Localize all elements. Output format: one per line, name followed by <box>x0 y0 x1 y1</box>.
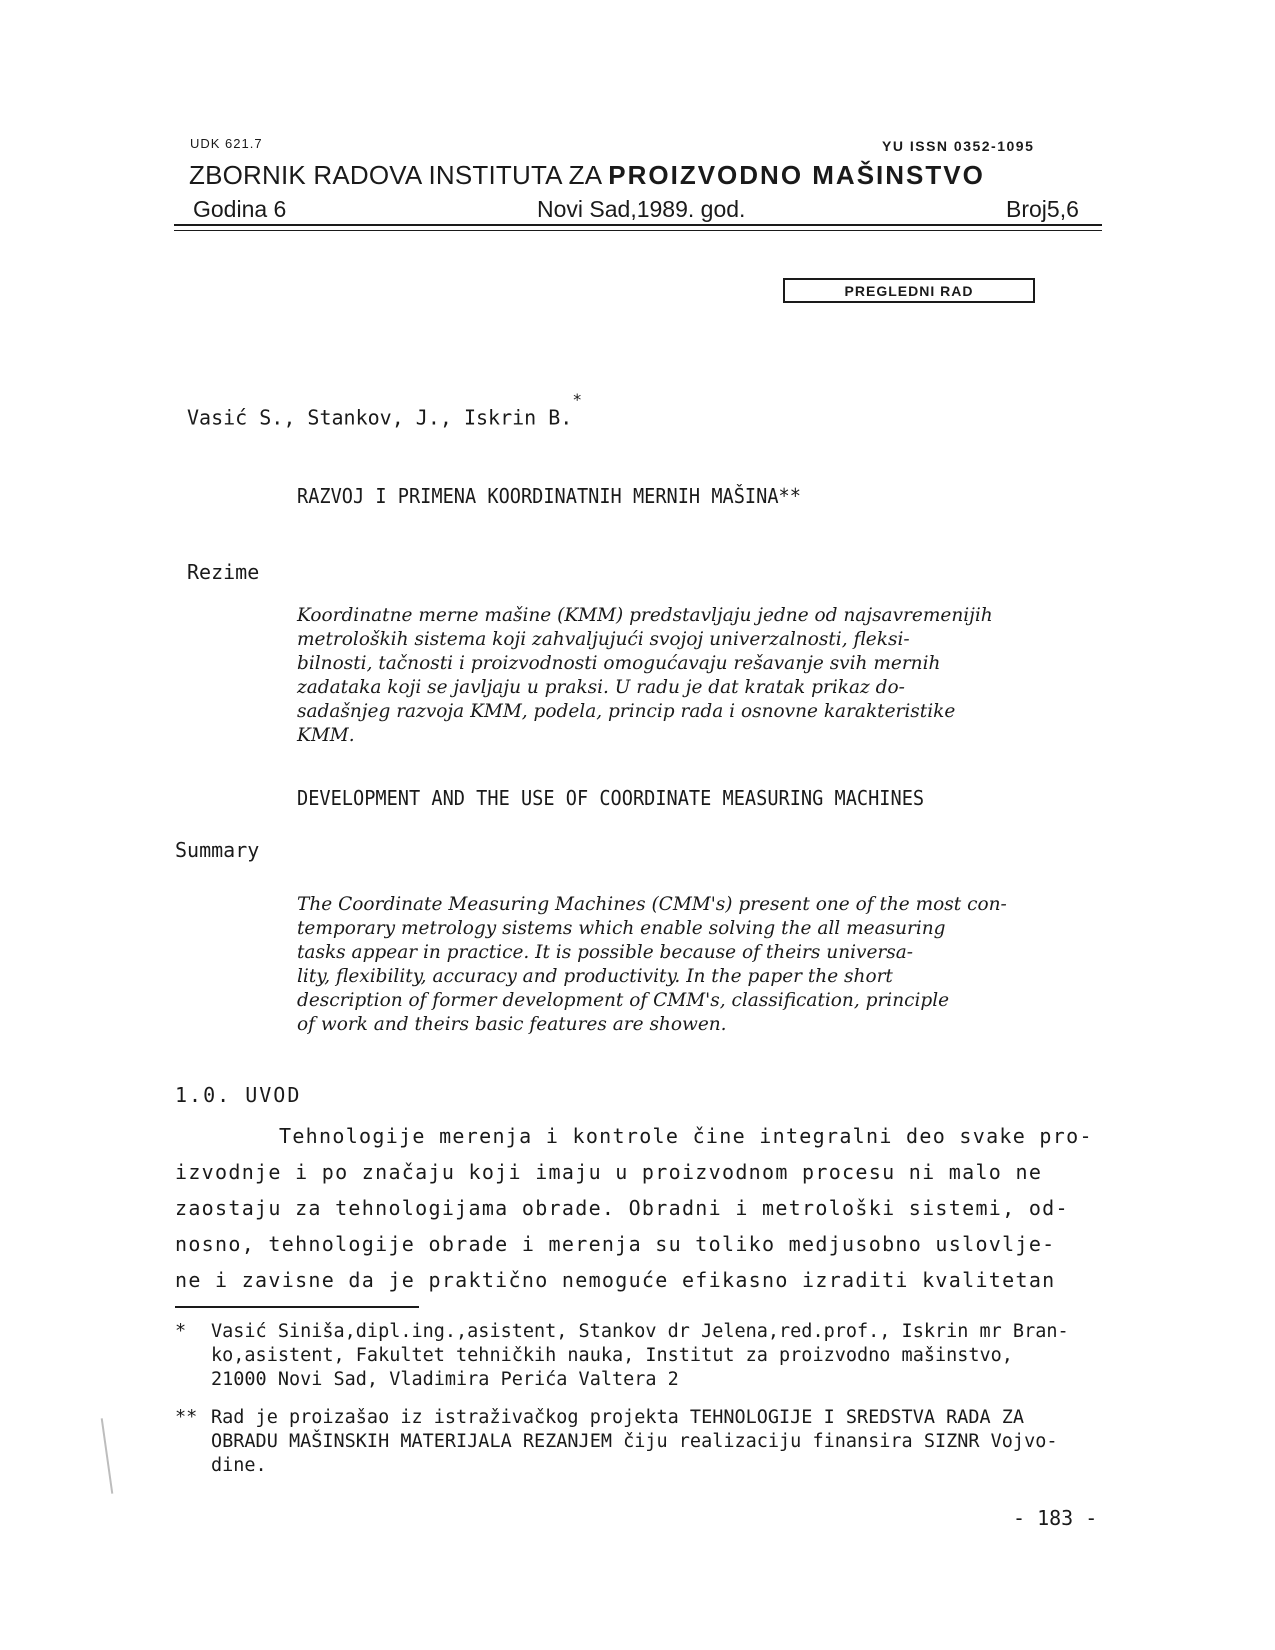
footnote-line: Rad je proizašao iz istraživačkog projekta TEHNOLOGIJE I SREDSTVA RADA ZA <box>211 1407 1025 1428</box>
abstract-line: The Coordinate Measuring Machines (CMM's) present one of the most con- <box>297 894 1007 915</box>
footnote-line: Vasić Siniša,dipl.ing.,asistent, Stankov dr Jelena,red.prof., Iskrin mr Bran- <box>211 1321 1069 1342</box>
abstract-line: sadašnjeg razvoja KMM, podela, princip rada i osnovne karakteristike <box>297 701 956 722</box>
journal-year: Godina 6 <box>193 196 287 222</box>
journal-title-regular: ZBORNIK RADOVA INSTITUTA ZA <box>189 160 609 190</box>
udk-code: UDK 621.7 <box>190 136 263 151</box>
footnote-mark: ** <box>175 1407 198 1428</box>
scan-artifact-line <box>101 1418 114 1494</box>
footnote-line: OBRADU MAŠINSKIH MATERIJALA REZANJEM čiju realizaciju finansira SIZNR Vojvo- <box>211 1431 1058 1452</box>
paper-title-english: DEVELOPMENT AND THE USE OF COORDINATE MEASURING MACHINES <box>297 786 925 810</box>
rezime-label: Rezime <box>187 560 260 584</box>
footnote-line: 21000 Novi Sad, Vladimira Perića Valtera 2 <box>211 1369 679 1390</box>
paper-title-serbian: RAZVOJ I PRIMENA KOORDINATNIH MERNIH MAŠINA** <box>297 484 801 508</box>
authors-footnote-mark: * <box>572 390 582 409</box>
abstract-line: KMM. <box>297 725 355 746</box>
issn-code: YU ISSN 0352-1095 <box>882 138 1035 154</box>
abstract-serbian <box>297 604 1127 748</box>
header-rule-thin <box>174 230 1102 231</box>
body-line: nosno, tehnologije obrade i merenja su toliko medjusobno uslovlje- <box>175 1232 1056 1256</box>
body-paragraph <box>175 1118 1135 1298</box>
body-line: zaostaju za tehnologijama obrade. Obradni i metrološki sistemi, od- <box>175 1196 1069 1220</box>
authors <box>187 390 582 430</box>
abstract-line: temporary metrology sistems which enable solving the all measuring <box>297 918 946 939</box>
journal-issue: Broj5,6 <box>1006 196 1079 222</box>
footnote-rule <box>175 1306 419 1308</box>
abstract-line: zadataka koji se javljaju u praksi. U radu je dat kratak prikaz do- <box>297 677 905 698</box>
header-rule <box>174 224 1102 226</box>
abstract-line: tasks appear in practice. It is possible because of theirs universa- <box>297 942 914 963</box>
abstract-line: Koordinatne merne mašine (KMM) predstavljaju jedne od najsavremenijih <box>297 605 993 626</box>
body-line: izvodnje i po značaju koji imaju u proizvodnom procesu ni malo ne <box>175 1160 1043 1184</box>
authors-text: Vasić S., Stankov, J., Iskrin B. <box>187 405 573 430</box>
body-line: ne i zavisne da je praktično nemoguće efikasno izraditi kvalitetan <box>175 1268 1056 1292</box>
body-line-text: Tehnologije merenja i kontrole čine integralni deo svake pro- <box>279 1124 1093 1148</box>
journal-title-bold: PROIZVODNO MAŠINSTVO <box>608 160 985 190</box>
abstract-line: metroloških sistema koji zahvaljujući svojoj univerzalnosti, fleksi- <box>297 629 910 650</box>
abstract-line: of work and theirs basic features are showen. <box>297 1014 727 1035</box>
page-number: - 183 - <box>1013 1506 1098 1530</box>
summary-label: Summary <box>175 838 260 862</box>
abstract-line: description of former development of CMM's, classification, principle <box>297 990 950 1011</box>
abstract-line: lity, flexibility, accuracy and productivity. In the paper the short <box>297 966 893 987</box>
footnote-project <box>175 1406 1110 1478</box>
section-heading-uvod: 1.0. UVOD <box>175 1083 302 1107</box>
abstract-line: bilnosti, tačnosti i proizvodnosti omogućavaju rešavanje svih mernih <box>297 653 941 674</box>
journal-place-date: Novi Sad,1989. god. <box>537 196 746 222</box>
footnote-line: dine. <box>211 1455 267 1476</box>
abstract-english <box>297 893 1127 1037</box>
footnote-author-affiliation <box>175 1320 1110 1392</box>
body-line <box>175 1118 1135 1154</box>
footnote-mark: * <box>175 1321 187 1342</box>
footnote-line: ko,asistent, Fakultet tehničkih nauka, Institut za proizvodno mašinstvo, <box>211 1345 1013 1366</box>
journal-title <box>189 160 985 191</box>
paper-type-box: PREGLEDNI RAD <box>783 278 1035 303</box>
